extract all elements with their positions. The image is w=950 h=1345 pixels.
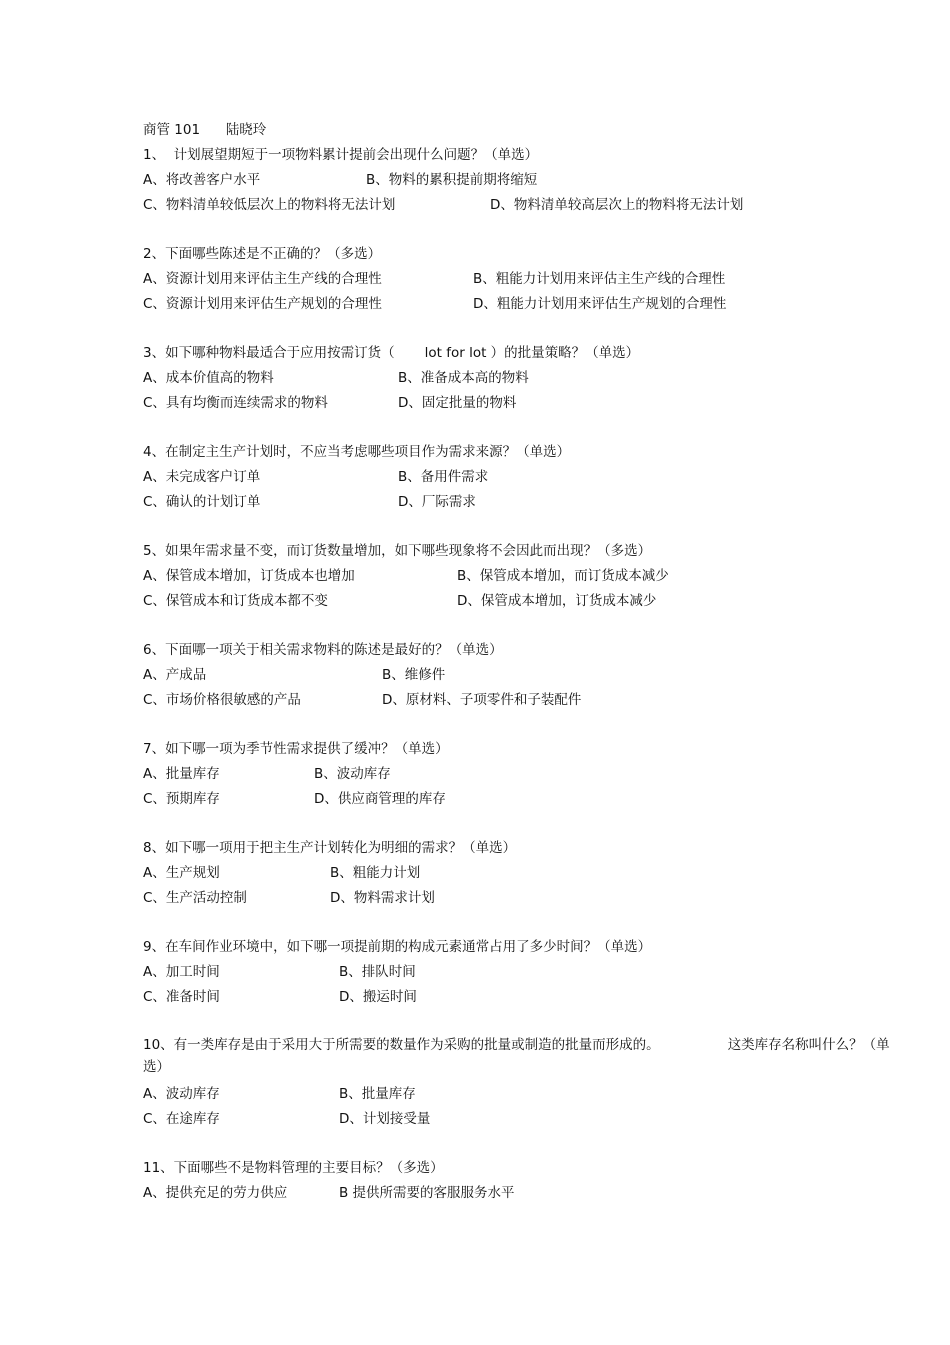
option-a: A、加工时间 [143, 964, 220, 980]
question-stem: 5、如果年需求量不变，而订货数量增加，如下哪些现象将不会因此而出现？（多选） [143, 543, 652, 559]
question-stem-part1: 10、有一类库存是由于采用大于所需要的数量作为采购的批量或制造的批量而形成的。 [143, 1037, 660, 1053]
option-b: B、维修件 [382, 667, 446, 683]
option-a: A、提供充足的劳力供应 [143, 1185, 288, 1201]
option-a: A、资源计划用来评估主生产线的合理性 [143, 271, 382, 287]
question-stem [143, 1034, 903, 1078]
option-b: B、备用件需求 [398, 469, 489, 485]
option-c: C、市场价格很敏感的产品 [143, 692, 301, 708]
option-b: B、波动库存 [314, 766, 391, 782]
option-c: C、预期库存 [143, 791, 220, 807]
option-c: C、物料清单较低层次上的物料将无法计划 [143, 197, 396, 213]
option-b: B、批量库存 [339, 1086, 416, 1102]
option-b: B、物料的累积提前期将缩短 [366, 172, 538, 188]
option-c: C、资源计划用来评估生产规划的合理性 [143, 296, 382, 312]
question-stem: 11、下面哪些不是物料管理的主要目标？（多选） [143, 1160, 444, 1176]
question-5 [143, 539, 903, 614]
option-d: D、厂际需求 [398, 494, 476, 510]
option-d: D、保管成本增加，订货成本减少 [457, 593, 657, 609]
option-a: A、保管成本增加，订货成本也增加 [143, 568, 355, 584]
question-2 [143, 242, 903, 317]
option-a: A、产成品 [143, 667, 207, 683]
question-4 [143, 440, 903, 515]
option-a: A、成本价值高的物料 [143, 370, 274, 386]
student-name: 陆晓玲 [225, 122, 267, 138]
option-b: B、保管成本增加，而订货成本减少 [457, 568, 669, 584]
option-b: B、准备成本高的物料 [398, 370, 529, 386]
question-stem: 2、下面哪些陈述是不正确的？（多选） [143, 246, 382, 262]
question-6 [143, 638, 903, 713]
question-9 [143, 935, 903, 1010]
option-d: D、供应商管理的库存 [314, 791, 446, 807]
option-c: C、保管成本和订货成本都不变 [143, 593, 328, 609]
question-10 [143, 1034, 903, 1132]
option-c: C、确认的计划订单 [143, 494, 261, 510]
document-header [143, 118, 903, 143]
option-d: D、粗能力计划用来评估生产规划的合理性 [473, 296, 727, 312]
course-code: 商管 101 [143, 122, 201, 138]
option-d: D、原材料、子项零件和子装配件 [382, 692, 582, 708]
question-stem: 7、如下哪一项为季节性需求提供了缓冲？（单选） [143, 741, 449, 757]
question-1 [143, 143, 903, 218]
option-d: D、物料清单较高层次上的物料将无法计划 [490, 197, 744, 213]
option-d: D、计划接受量 [339, 1111, 431, 1127]
option-c: C、在途库存 [143, 1111, 220, 1127]
option-b: B 提供所需要的客服服务水平 [339, 1185, 515, 1201]
option-c: C、具有均衡而连续需求的物料 [143, 395, 328, 411]
question-stem: 8、如下哪一项用于把主生产计划转化为明细的需求？（单选） [143, 840, 517, 856]
option-a: A、未完成客户订单 [143, 469, 261, 485]
option-c: C、准备时间 [143, 989, 220, 1005]
question-8 [143, 836, 903, 911]
question-stem: 6、下面哪一项关于相关需求物料的陈述是最好的？（单选） [143, 642, 503, 658]
question-7 [143, 737, 903, 812]
question-stem: 9、在车间作业环境中，如下哪一项提前期的构成元素通常占用了多少时间？（单选） [143, 939, 652, 955]
option-a: A、将改善客户水平 [143, 172, 261, 188]
option-c: C、生产活动控制 [143, 890, 247, 906]
question-stem: 3、如下哪种物料最适合于应用按需订货（ lot for lot ）的批量策略？（单选） [143, 345, 640, 361]
option-a: A、生产规划 [143, 865, 220, 881]
option-b: B、粗能力计划用来评估主生产线的合理性 [473, 271, 726, 287]
question-stem: 1、 计划展望期短于一项物料累计提前会出现什么问题？（单选） [143, 147, 539, 163]
question-11 [143, 1156, 903, 1206]
question-3 [143, 341, 903, 416]
document-page [143, 118, 903, 1230]
question-stem-part2: 这类库存名称叫什么？（单选） [143, 1037, 890, 1075]
question-stem: 4、在制定主生产计划时，不应当考虑哪些项目作为需求来源？（单选） [143, 444, 571, 460]
option-a: A、批量库存 [143, 766, 220, 782]
option-b: B、粗能力计划 [330, 865, 421, 881]
option-b: B、排队时间 [339, 964, 416, 980]
option-d: D、固定批量的物料 [398, 395, 517, 411]
option-a: A、波动库存 [143, 1086, 220, 1102]
option-d: D、物料需求计划 [330, 890, 435, 906]
option-d: D、搬运时间 [339, 989, 417, 1005]
